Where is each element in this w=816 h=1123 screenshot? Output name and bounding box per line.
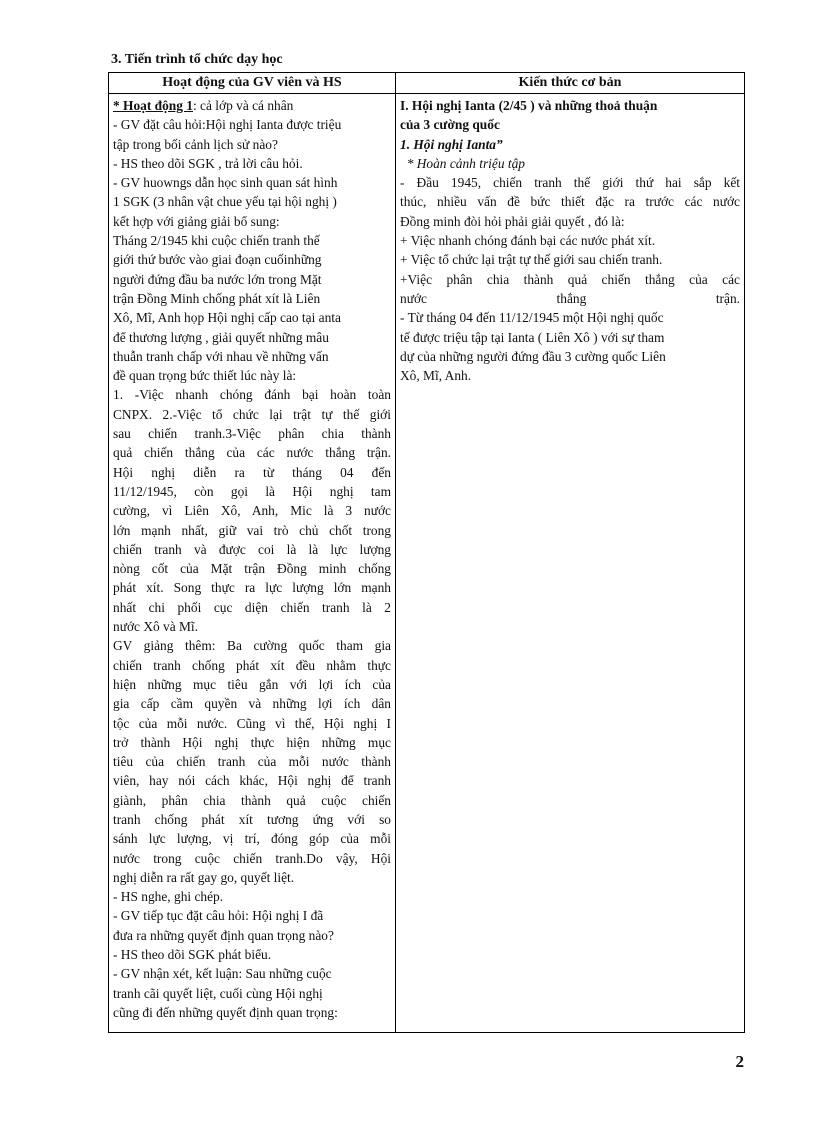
table-header-row <box>109 73 745 94</box>
text-line: 11/12/1945, còn gọi là Hội nghị tam <box>113 483 391 499</box>
text-line: nghị diễn ra rất gay go, quyết liệt. <box>113 869 295 885</box>
text-line: đưa ra những quyết định quan trọng nào? <box>113 927 334 943</box>
text-line: sau chiến tranh.3-Việc phân chia thành <box>113 426 391 442</box>
text-line: nhất chi phối cục diện chiến tranh là 2 <box>113 599 391 615</box>
text-line: - GV nhận xét, kết luận: Sau những cuộc <box>113 966 332 982</box>
text-line: - GV tiếp tục đặt câu hỏi: Hội nghị I đã <box>113 908 324 924</box>
activity-cell <box>109 94 396 1033</box>
text-line: + Việc tổ chức lại trật tự thế giới sau chiến tranh. <box>400 252 663 268</box>
text-line: giành, phân chia thành quả cuộc chiến <box>113 792 391 808</box>
text-line: viên, hay nói cách khác, Hội nghị để tranh <box>113 773 391 789</box>
text-line: Tháng 2/1945 khi cuộc chiến tranh thế <box>113 233 320 249</box>
text-line: trở thành Hội nghị thực hiện những mục <box>113 734 391 750</box>
text-line: chiến tranh chống phát xít đều nhằm thực <box>113 657 391 673</box>
activity-heading <box>113 96 391 115</box>
activity-label: * Hoạt động 1 <box>113 98 193 113</box>
knowledge-context-label: * Hoàn cảnh triệu tập <box>400 155 525 171</box>
knowledge-subheading: 1. Hội nghị Ianta” <box>400 136 503 152</box>
text-line: - GV huowngs dẫn học sinh quan sát hình <box>113 175 338 191</box>
text-line: chiến tranh và được coi là là lực lượng <box>113 541 391 557</box>
text-line: + Việc nhanh chóng đánh bại các nước phát xít. <box>400 233 656 249</box>
text-line: tộc của mỗi nước. Cũng vì thế, Hội nghị I <box>113 715 391 731</box>
text-line: 1 SGK (3 nhân vật chue yếu tại hội nghị ) <box>113 194 337 210</box>
header-teacher-student-activity: Hoạt động của GV viên và HS <box>109 73 396 94</box>
text-line: nước trong cuộc chiến tranh.Do vậy, Hội <box>113 850 391 866</box>
text-line: trận Đồng Minh chống phát xít là Liên <box>113 290 321 306</box>
text-line: GV giảng thêm: Ba cường quốc tham gia <box>113 638 391 654</box>
text-line: tế được triệu tập tại Ianta ( Liên Xô ) với sự tham <box>400 329 665 345</box>
text-line: tiêu của chiến tranh của mỗi nước thành <box>113 754 391 770</box>
page-number: 2 <box>735 1052 744 1071</box>
text-line: tập trong bối cảnh lịch sử nào? <box>113 136 278 152</box>
text-line: - HS theo dõi SGK phát biểu. <box>113 947 272 963</box>
text-line: - HS nghe, ghi chép. <box>113 889 224 905</box>
knowledge-heading-line-1: I. Hội nghị Ianta (2/45 ) và những thoả thuận <box>400 98 658 113</box>
text-line: cũng đi đến những quyết định quan trọng: <box>113 1004 338 1020</box>
text-line: Xô, Mĩ, Anh họp Hội nghị cấp cao tại anta <box>113 310 341 326</box>
text-line: - HS theo dõi SGK , trả lời câu hỏi. <box>113 155 303 171</box>
text-line: sánh lực lượng, vị trí, đóng góp của mỗi <box>113 831 391 847</box>
section-title: 3. Tiến trình tổ chức dạy học <box>111 52 283 67</box>
knowledge-cell <box>396 94 745 1033</box>
text-line: tranh cãi quyết liệt, cuối cùng Hội nghị <box>113 985 323 1001</box>
text-line: lớn mạnh nhất, giữ vai trò chủ chốt trong <box>113 522 391 538</box>
text-line: cường, vì Liên Xô, Anh, Mic là 3 nước <box>113 503 391 519</box>
text-line: - Từ tháng 04 đến 11/12/1945 một Hội nghị quốc <box>400 310 664 326</box>
text-line: Xô, Mĩ, Anh. <box>400 368 472 384</box>
text-line: - Đầu 1945, chiến tranh thế giới thứ hai sắp kết <box>400 175 740 191</box>
header-basic-knowledge: Kiến thức cơ bản <box>396 73 745 94</box>
activity-lines <box>113 115 391 1022</box>
text-line: phát xít. Song thực ra lực lượng lớn mạnh <box>113 580 391 596</box>
text-line: nước thắng trận. <box>400 290 740 306</box>
text-line: 1. -Việc nhanh chóng đánh bại hoàn toàn <box>113 387 391 403</box>
text-line: để thương lượng , giải quyết những mâu <box>113 329 329 345</box>
text-line: thuẫn tranh chấp với nhau về những vấn <box>113 348 329 364</box>
activity-mode: : cả lớp và cá nhân <box>192 98 294 113</box>
text-line: hiện những mục tiêu gắn với lợi ích của <box>113 676 391 692</box>
text-line: nước Xô và Mĩ. <box>113 619 198 635</box>
text-line: giới thứ bước vào giai đoạn cuốinhững <box>113 252 322 268</box>
text-line: kết hợp với giảng giải bổ sung: <box>113 213 280 229</box>
text-line: Hội nghị diễn ra từ tháng 04 đến <box>113 464 391 480</box>
text-line: tranh chống phát xít tương ứng với so <box>113 811 391 827</box>
text-line: CNPX. 2.-Việc tổ chức lại trật tự thế giới <box>113 406 391 422</box>
text-line: thúc, nhiều vấn đề bức thiết đặc ra trước các nước <box>400 194 740 210</box>
text-line: nòng cốt của Mặt trận Đồng minh chống <box>113 561 391 577</box>
text-line: đề quan trọng bức thiết lúc này là: <box>113 368 297 384</box>
text-line: Đồng minh đòi hỏi phải giải quyết , đó là: <box>400 213 625 229</box>
text-line: dự của những người đứng đầu 3 cường quốc Liên <box>400 348 666 364</box>
text-line: người đứng đầu ba nước lớn trong Mặt <box>113 271 322 287</box>
text-line: - GV đặt câu hỏi:Hội nghị Ianta được triệu <box>113 117 342 133</box>
lesson-table <box>108 72 745 1033</box>
text-line: gia cấp cầm quyền và những lợi ích dân <box>113 696 391 712</box>
knowledge-heading-line-2: của 3 cường quốc <box>400 117 500 133</box>
text-line: +Việc phân chia thành quả chiến thắng của các <box>400 271 740 287</box>
text-line: quả chiến thắng của các nước thắng trận. <box>113 445 391 461</box>
knowledge-lines <box>400 173 740 385</box>
table-body-row <box>109 94 745 1033</box>
